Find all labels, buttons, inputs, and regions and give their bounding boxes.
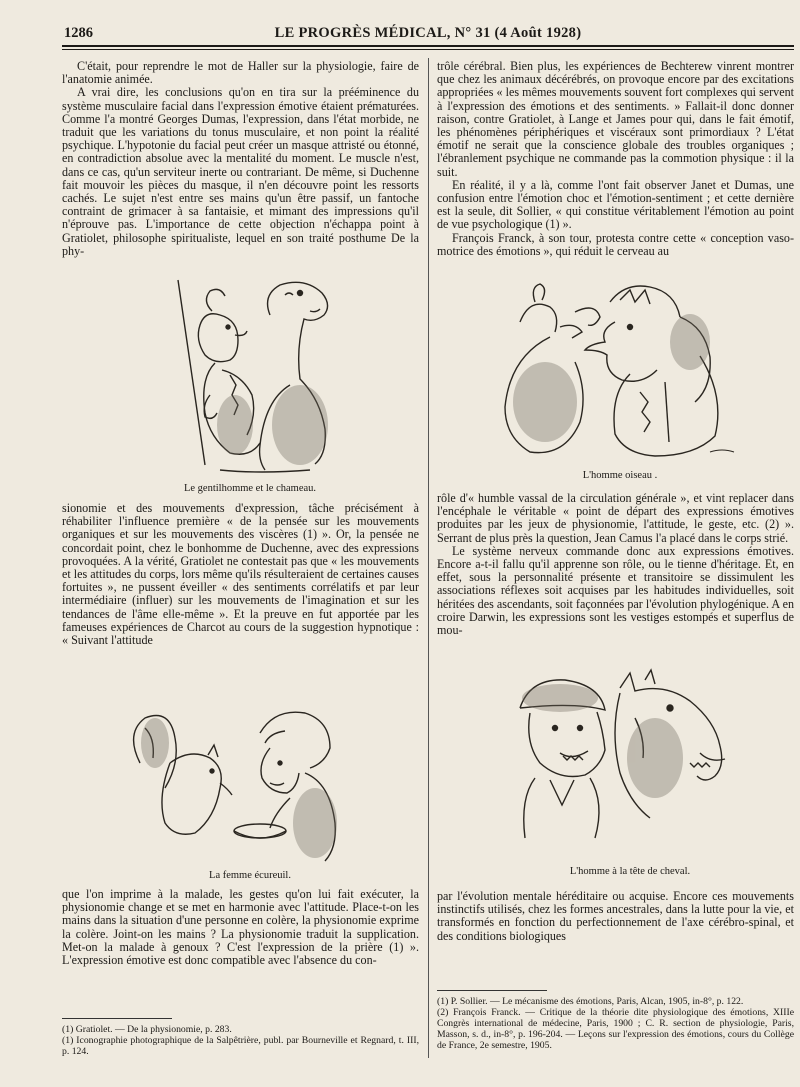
header-rule-thick xyxy=(62,45,794,47)
figure-horse-man xyxy=(505,668,755,858)
figure-caption: L'homme à la tête de cheval. xyxy=(569,866,691,877)
footnote: (1) P. Sollier. — Le mécanisme des émotions, Paris, Alcan, 1905, in-8°, p. 122. xyxy=(437,996,744,1007)
figure-caption: L'homme oiseau . xyxy=(582,470,658,481)
journal-title: LE PROGRÈS MÉDICAL, N° 31 (4 Août 1928) xyxy=(274,25,582,41)
paragraph: que l'on imprime à la malade, les gestes qu'on lui fait exécuter, la physionomie change et se met en harmonie avec l'attitude. Place-t-on les mains dans la situation d'une personne en colère, la physionomie exprime la colère. Joint-on les mains ? La physionomie traduit la supplication. Met-on la malade à genoux ? C'est l'expression de la prière (1) ». L'expression émotive est donc compatible avec l'absence du con- xyxy=(62,887,419,968)
paragraph: par l'évolution mentale héréditaire ou acquise. Encore ces mouvements instinctifs utilisés, chez les formes ancestrales, dans la lutte pour la vie, et transformés en fonction du perfectionnement de l'axe cérébro-spinal, et des conditions biologiques xyxy=(437,889,794,943)
paragraph: Le système nerveux commande donc aux expressions émotives. Encore a-t-il fallu qu'il apprenne son rôle, ou le tienne d'héritage. Et, en effet, sous la personnalité présente et transitoire se dissimulent les associations réflexes soit acquises par les habitudes individuelles, soit héritées des ascendants, soit façonnées par l'évolution phylogénique. A en croire Darwin, les expressions sont les vestiges estompés et superflus de mou- xyxy=(437,543,794,638)
footnote-rule xyxy=(437,990,547,991)
column-separator xyxy=(428,58,429,1058)
footnote: (1) Gratiolet. — De la physionomie, p. 283. xyxy=(62,1024,232,1035)
left-column-bottom xyxy=(62,888,419,967)
figure-caption: Le gentilhomme et le chameau. xyxy=(183,483,317,494)
header-rule-thin xyxy=(62,49,794,50)
left-column-mid xyxy=(62,502,419,647)
paragraph: En réalité, il y a là, comme l'ont fait observer Janet et Dumas, une confusion entre l'émotion choc et l'émotion-sentiment ; et cette dernière est la seule, dit Sollier, « qui constitue véritablement l'émotion au point de vue psychologique (1) ». xyxy=(437,177,794,232)
footnotes-right xyxy=(437,996,794,1051)
paragraph: trôle cérébral. Bien plus, les expériences de Bechterew vinrent montrer que chez les animaux décérébrés, on provoque encore par des excitations appropriées « les mêmes mouvements souvent fort complexes qui servent à l'expression des émotions et des sentiments. » Fallait-il donc donner raison, contre Gratiolet, à Lange et James pour qui, dans le fait émotif, les phénomènes périphériques et viscéraux sont primordiaux ? L'état émotif ne serait que la conscience globale des troubles organiques ; l'ébranlement psychique ne commande pas la commotion physique : il la suit. xyxy=(437,59,794,179)
paragraph: François Franck, à son tour, protesta contre cette « conception vaso-motrice des émotions », qui réduit le cerveau au xyxy=(437,230,794,258)
figure-squirrel-woman xyxy=(120,703,345,865)
right-column-bottom xyxy=(437,890,794,943)
footnote: (1) Iconographie photographique de la Salpêtrière, publ. par Bourneville et Regnard, t. III, p. 124. xyxy=(62,1035,419,1057)
page-number: 1286 xyxy=(64,25,93,41)
paragraph: A vrai dire, les conclusions qu'on en tira sur la prééminence du système musculaire facial dans l'expression émotive étaient prématurées. Comme l'a montré Georges Dumas, l'expression, dans l'état morbide, ne traduit que les variations du tonus musculaire, et non point la réalité psychique. L'hypotonie du facial peut créer un masque attristé ou étonné, en contradiction absolue avec la mentalité du moment. Le muscle n'est, dans ce cas, qu'un serviteur inerte ou contrariant. De même, si Duchenne fait mouvoir les pièces du masque, il n'en découvre point les ressorts cachés. Le sujet n'est entre ses mains qu'un être passif, un fantoche contraint de grimacer à sa fantaisie, et mimant des impressions qu'il n'éprouve pas. L'importance de cette objection n'échappa point à Gratiolet, philosophe spiritualiste, lequel en son traité posthume De la phy- xyxy=(62,85,419,258)
left-column-top xyxy=(62,60,419,258)
paragraph: C'était, pour reprendre le mot de Haller sur la physiologie, faire de l'anatomie animée. xyxy=(62,59,419,87)
squirrel-woman-illustration xyxy=(120,703,345,865)
right-column-top xyxy=(437,60,794,258)
horse-man-illustration xyxy=(505,668,755,858)
figure-bird-man xyxy=(490,282,750,462)
figure-caption: La femme écureuil. xyxy=(209,870,291,881)
footnotes-left xyxy=(62,1024,419,1057)
bird-man-illustration xyxy=(490,282,750,462)
page-header xyxy=(62,24,794,44)
gentleman-camel-illustration xyxy=(150,275,350,480)
footnote: (2) François Franck. — Critique de la théorie dite physiologique des émotions, XIIIe Congrès international de médecine, Paris, 1900 ; C. R. section de physiologie, Paris, Masson, s. d., in-8°, p. 196-204. — Leçons sur l'expression des émotions, cours du Collège de France, 2e semestre, 1905. xyxy=(437,1007,794,1051)
figure-gentleman-camel xyxy=(150,275,350,480)
paragraph: sionomie et des mouvements d'expression, tâche précisément à réhabiliter l'influence première « de la pensée sur les mouvements organiques et sur les mouvements des viscères (1) ». Or, la pensée ne concordait point, chez le bonhomme de Duchenne, avec des expressions provoquées. A la vérité, Gratiolet ne contestait pas que « les mouvements et les attitudes du corps, lors même qu'ils résulteraient de certaines causes fortuites », ne pussent éveiller « des sentiments corrélatifs et par leur intermédiaire (influer) sur les mouvements de l'imagination et sur les tendances de l'âme elle-même ». Et la preuve en fut apportée par les fameuses expériences de Charcot au cours de la suggestion hypnotique : « Suivant l'attitude xyxy=(62,501,419,648)
footnote-rule xyxy=(62,1018,172,1019)
paragraph: rôle d'« humble vassal de la circulation générale », et vint replacer dans l'encéphale le véritable « point de départ des expressions émotives produites par les jeux de physionomie, l'attitude, le geste, etc. (2) ». Serrant de plus près la question, Jean Camus l'a placé dans le corps strié. xyxy=(437,491,794,545)
right-column-mid xyxy=(437,492,794,637)
